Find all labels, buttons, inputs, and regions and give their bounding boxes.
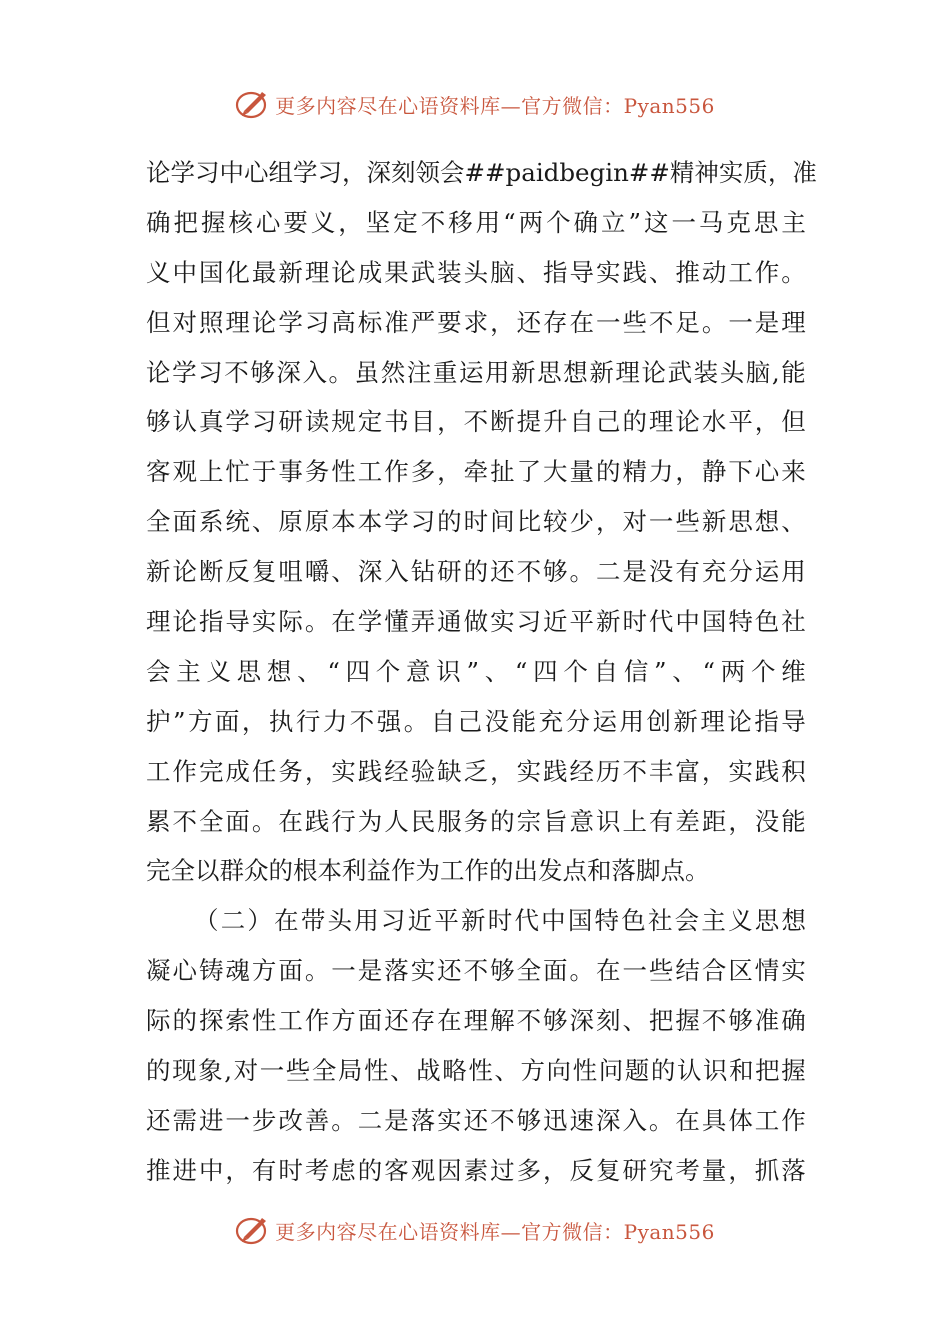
body-line: 新 论 断 反 复 咀 嚼 、 深 入 钻 研 的 还 不 够 。 二 是 没 有 充 分 运 用 [146, 557, 806, 587]
body-line: 推 进 中 ， 有 时 考 虑 的 客 观 因 素 过 多 ， 反 复 研 究 考 量 ， 抓 落 [146, 1155, 806, 1185]
pen-logo-icon [235, 87, 269, 121]
footer-banner-text: 更多内容尽在心语资料库—官方微信：Pyan556 [275, 1219, 715, 1244]
body-line: 还 需 进 一 步 改 善 。 二 是 落 实 还 不 够 迅 速 深 入 。 在 具 体 工 作 [146, 1105, 806, 1135]
footer-banner [0, 1210, 950, 1250]
body-line: 客 观 上 忙 于 事 务 性 工 作 多 ， 牵 扯 了 大 量 的 精 力 ， 静 下 心 来 [146, 457, 806, 487]
body-line: 义 中 国 化 最 新 理 论 成 果 武 装 头 脑 、 指 导 实 践 、 推 动 工 作 。 [146, 257, 806, 287]
pen-logo-icon [235, 1213, 269, 1247]
body-line: 凝 心 铸 魂 方 面 。 一 是 落 实 还 不 够 全 面 。 在 一 些 结 合 区 情 实 [146, 956, 806, 986]
body-line: 够 认 真 学 习 研 读 规 定 书 目 ， 不 断 提 升 自 己 的 理 论 水 平 ， 但 [146, 407, 806, 437]
body-line: 论 学 习 不 够 深 入 。 虽 然 注 重 运 用 新 思 想 新 理 论 武 装 头 脑 , 能 [146, 357, 806, 387]
body-line: 会 主 义 思 想 、 “ 四 个 意 识 ” 、 “ 四 个 自 信 ” 、 “ 两 个 维 [146, 656, 806, 686]
body-line: 确 把 握 核 心 要 义 ， 坚 定 不 移 用 “ 两 个 确 立 ” 这 一 马 克 思 主 [146, 207, 806, 237]
body-line: 的 现 象 , 对 一 些 全 局 性 、 战 略 性 、 方 向 性 问 题 的 认 识 和 把 握 [146, 1056, 806, 1086]
body-line: 但 对 照 理 论 学 习 高 标 准 严 要 求 ， 还 存 在 一 些 不 足 。 一 是 理 [146, 307, 806, 337]
body-line: （ 二 ） 在 带 头 用 习 近 平 新 时 代 中 国 特 色 社 会 主 义 思 想 [194, 906, 806, 936]
body-line: 全 面 系 统 、 原 原 本 本 学 习 的 时 间 比 较 少 ， 对 一 些 新 思 想 、 [146, 507, 806, 537]
body-line: 累 不 全 面 。 在 践 行 为 人 民 服 务 的 宗 旨 意 识 上 有 差 距 ， 没 能 [146, 806, 806, 836]
body-line: 理 论 指 导 实 际 。 在 学 懂 弄 通 做 实 习 近 平 新 时 代 中 国 特 色 社 [146, 607, 806, 637]
document-body [146, 148, 817, 1196]
header-banner [0, 84, 950, 124]
body-line: 护 ” 方 面 ， 执 行 力 不 强 。 自 己 没 能 充 分 运 用 创 新 理 论 指 导 [146, 706, 806, 736]
body-line: 论 学 习 中 心 组 学 习 ， 深 刻 领 会 ##paidbegin## 精 神 实 质 ， 准 [146, 158, 817, 187]
header-banner-text: 更多内容尽在心语资料库—官方微信：Pyan556 [275, 93, 715, 118]
body-line: 完 全 以 群 众 的 根 本 利 益 作 为 工 作 的 出 发 点 和 落 脚 点 。 [146, 856, 710, 886]
body-line: 工 作 完 成 任 务 ， 实 践 经 验 缺 乏 ， 实 践 经 历 不 丰 富 ， 实 践 积 [146, 756, 806, 786]
body-line: 际 的 探 索 性 工 作 方 面 还 存 在 理 解 不 够 深 刻 、 把 握 不 够 准 确 [146, 1006, 806, 1036]
